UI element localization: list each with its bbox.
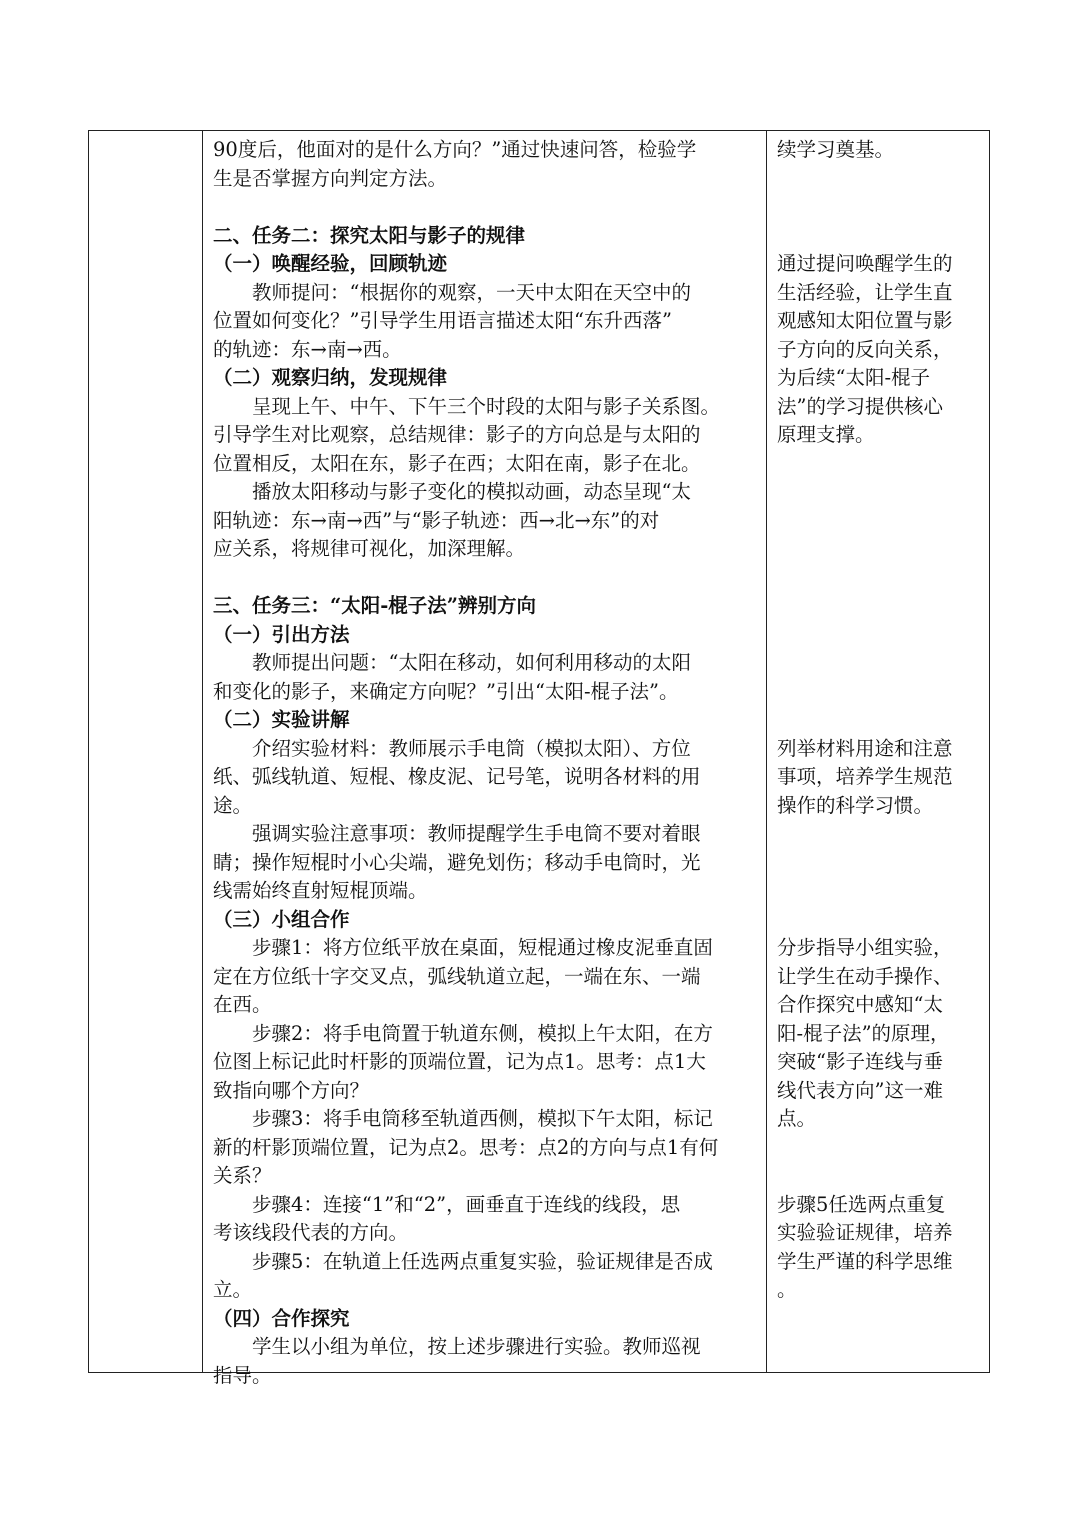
design-note — [777, 934, 982, 1134]
note-text-line: 续学习奠基。 — [777, 138, 895, 161]
note-text-line: 事项，培养学生规范 — [777, 765, 953, 788]
body-text-line — [213, 193, 757, 222]
note-text-line: 生活经验，让学生直 — [777, 280, 953, 304]
design-note — [777, 1191, 982, 1305]
design-note — [777, 250, 982, 450]
body-text-line: 纸、弧线轨道、短棍、橡皮泥、记号笔，说明各材料的用 — [213, 765, 701, 788]
section-heading: （三）小组合作 — [213, 907, 350, 931]
body-text-line: 引导学生对比观察，总结规律：影子的方向总是与太阳的 — [213, 423, 701, 446]
note-text-line: 突破“影子连线与垂 — [777, 1050, 943, 1073]
body-text-line: 指导。 — [213, 1363, 272, 1387]
note-text-line: 步骤5任选两点重复 — [777, 1192, 946, 1216]
note-text-line: 实验验证规律，培养 — [777, 1221, 953, 1244]
body-text-line: 位置相反，太阳在东，影子在西；太阳在南，影子在北。 — [213, 451, 701, 475]
column-divider-left — [202, 131, 203, 1372]
body-text-line: 睛；操作短棍时小心尖端，避免划伤；移动手电筒时，光 — [213, 850, 701, 874]
body-text-line: 播放太阳移动与影子变化的模拟动画，动态呈现“太 — [252, 480, 691, 503]
body-text-line: 学生以小组为单位，按上述步骤进行实验。教师巡视 — [252, 1335, 701, 1358]
body-text-line: 位置如何变化？”引导学生用语言描述太阳“东升西落” — [213, 309, 672, 332]
body-text-line — [213, 564, 757, 593]
note-text-line: 点。 — [777, 1107, 817, 1130]
note-text-line: 列举材料用途和注意 — [777, 736, 953, 760]
section-heading: （二）实验讲解 — [213, 708, 350, 731]
body-text-line: 致指向哪个方向？ — [213, 1078, 370, 1102]
note-text-line: 原理支撑。 — [777, 423, 875, 446]
note-text-line: 子方向的反向关系， — [777, 337, 953, 361]
note-text-line: 学生严谨的科学思维 — [777, 1249, 953, 1273]
body-text-line: 在西。 — [213, 993, 272, 1016]
body-text-line: 强调实验注意事项：教师提醒学生手电筒不要对着眼 — [252, 822, 701, 845]
note-text-line: 合作探究中感知“太 — [777, 993, 943, 1016]
section-heading: 三、任务三：“太阳-棍子法”辨别方向 — [213, 594, 537, 617]
body-text-line: 步骤3：将手电筒移至轨道西侧，模拟下午太阳，标记 — [252, 1107, 713, 1130]
note-text-line: 分步指导小组实验， — [777, 936, 953, 959]
note-text-line: 让学生在动手操作、 — [777, 964, 953, 988]
section-heading: （一）唤醒经验，回顾轨迹 — [213, 252, 448, 275]
note-text-line: 阳-棍子法”的原理， — [777, 1021, 950, 1045]
body-text-line: 位图上标记此时杆影的顶端位置，记为点1。思考：点1大 — [213, 1050, 706, 1073]
teaching-process-column — [213, 136, 757, 1390]
body-text-line: 定在方位纸十字交叉点，弧线轨道立起，一端在东、一端 — [213, 964, 701, 988]
body-text-line: 的轨迹：东→南→西。 — [213, 337, 402, 361]
body-text-line: 应关系，将规律可视化，加深理解。 — [213, 537, 526, 560]
note-text-line: 观感知太阳位置与影 — [777, 309, 953, 332]
body-text-line: 考该线段代表的方向。 — [213, 1221, 409, 1244]
section-heading: 二、任务二：探究太阳与影子的规律 — [213, 223, 526, 247]
body-text-line: 阳轨迹：东→南→西”与“影子轨迹：西→北→东”的对 — [213, 508, 660, 532]
lesson-plan-table — [88, 130, 990, 1387]
body-text-line: 新的杆影顶端位置，记为点2。思考：点2的方向与点1有何 — [213, 1135, 719, 1159]
body-text-line: 立。 — [213, 1278, 253, 1301]
column-divider-right — [766, 131, 767, 1372]
note-text-line: 线代表方向”这一难 — [777, 1078, 943, 1102]
body-text-line: 关系？ — [213, 1164, 272, 1187]
body-text-line: 途。 — [213, 793, 253, 817]
note-text-line: 为后续“太阳-棍子 — [777, 366, 931, 389]
body-text-line: 步骤2：将手电筒置于轨道东侧，模拟上午太阳，在方 — [252, 1021, 713, 1045]
body-text-line: 教师提出问题：“太阳在移动，如何利用移动的太阳 — [252, 651, 691, 674]
section-heading: （一）引出方法 — [213, 622, 350, 646]
body-text-line: 步骤5：在轨道上任选两点重复实验，验证规律是否成 — [252, 1249, 713, 1273]
body-text-line: 呈现上午、中午、下午三个时段的太阳与影子关系图。 — [252, 394, 721, 418]
section-heading: （四）合作探究 — [213, 1306, 350, 1330]
note-text-line: 操作的科学习惯。 — [777, 793, 934, 817]
body-text-line: 介绍实验材料：教师展示手电筒（模拟太阳）、方位 — [252, 736, 691, 760]
body-text-line: 90度后，他面对的是什么方向？”通过快速问答，检验学 — [213, 138, 697, 161]
design-note — [777, 136, 982, 165]
note-text-line: 。 — [777, 1278, 797, 1301]
body-text-line: 步骤4：连接“1”和“2”，画垂直于连线的线段，思 — [252, 1192, 681, 1216]
body-text-line: 教师提问：“根据你的观察，一天中太阳在天空中的 — [252, 280, 691, 304]
design-note — [777, 735, 982, 821]
note-text-line: 法”的学习提供核心 — [777, 394, 943, 418]
body-text-line: 生是否掌握方向判定方法。 — [213, 166, 448, 190]
section-heading: （二）观察归纳，发现规律 — [213, 366, 448, 389]
note-text-line: 通过提问唤醒学生的 — [777, 252, 953, 275]
body-text-line: 和变化的影子，来确定方向呢？”引出“太阳-棍子法”。 — [213, 679, 679, 703]
body-text-line: 步骤1：将方位纸平放在桌面，短棍通过橡皮泥垂直固 — [252, 936, 713, 959]
body-text-line: 线需始终直射短棍顶端。 — [213, 879, 428, 902]
